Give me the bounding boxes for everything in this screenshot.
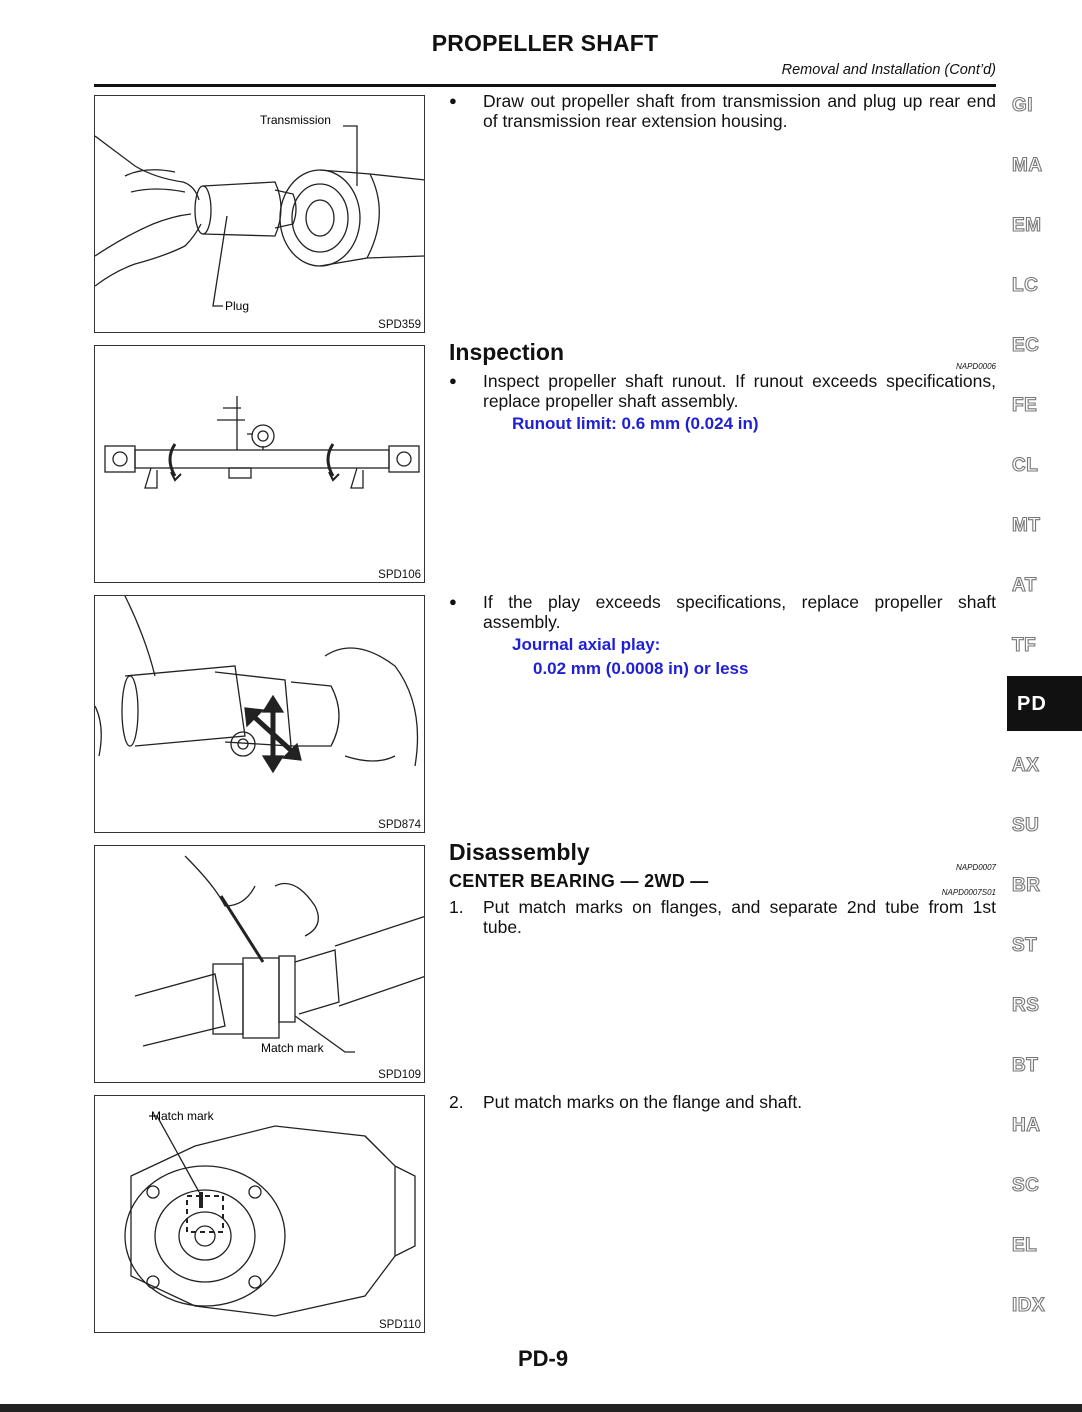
figure-spd110 (94, 1095, 425, 1333)
figure-spd109 (94, 845, 425, 1083)
label-match-mark: Match mark (261, 1041, 324, 1055)
tab-lc[interactable]: LC (1012, 275, 1039, 296)
journal-play-step-text: If the play exceeds specifications, replace propeller shaft assembly. (483, 592, 996, 632)
disassembly-step-1 (449, 897, 996, 937)
figure-id: SPD359 (378, 319, 421, 331)
bullet-mark: ● (449, 93, 457, 108)
figure-id: SPD106 (378, 569, 421, 581)
tab-ha[interactable]: HA (1012, 1115, 1041, 1136)
removal-step-text: Draw out propeller shaft from transmission and plug up rear end of transmission rear extension housing. (483, 91, 996, 131)
page-number: PD-9 (518, 1346, 569, 1371)
inspection-code: NAPD0006 (955, 362, 996, 371)
label-plug: Plug (225, 299, 250, 313)
transmission-plug-illustration (95, 96, 425, 333)
tab-bt[interactable]: BT (1012, 1055, 1039, 1076)
disassembly-step-2 (449, 1092, 996, 1112)
journal-play-spec-value: 0.02 mm (0.0008 in) or less (533, 659, 749, 678)
figure-spd359 (94, 95, 425, 333)
figure-id: SPD109 (378, 1069, 421, 1081)
label-match-mark: Match mark (151, 1109, 214, 1123)
flange-match-mark-illustration (95, 846, 425, 1083)
disassembly-heading: Disassembly (449, 839, 590, 865)
bullet-mark: ● (449, 594, 457, 609)
tab-pd-active[interactable]: PD (1007, 676, 1082, 731)
runout-step-text: Inspect propeller shaft runout. If runout exceeds specifications, replace propeller shaft assembly. (483, 371, 996, 411)
tab-ec[interactable]: EC (1012, 335, 1040, 356)
inspection-heading: Inspection (449, 339, 565, 365)
tab-em[interactable]: EM (1012, 215, 1042, 236)
tab-su[interactable]: SU (1012, 815, 1040, 836)
page-title: PROPELLER SHAFT (431, 30, 659, 56)
tab-fe[interactable]: FE (1012, 395, 1038, 416)
footer-rule (0, 1404, 1082, 1412)
disassembly-code: NAPD0007 (955, 863, 996, 872)
center-bearing-code: NAPD0007S01 (941, 888, 996, 897)
figure-id: SPD874 (378, 819, 421, 831)
journal-play-spec-label: Journal axial play: (512, 635, 661, 654)
tab-sc[interactable]: SC (1012, 1175, 1040, 1196)
figure-id: SPD110 (379, 1319, 421, 1331)
page-subtitle: Removal and Installation (Cont’d) (781, 62, 996, 78)
tab-gi[interactable]: GI (1012, 95, 1034, 116)
tab-at[interactable]: AT (1012, 575, 1037, 596)
figure-spd106 (94, 345, 425, 583)
tab-st[interactable]: ST (1012, 935, 1038, 956)
journal-play-illustration (95, 596, 425, 833)
removal-step (449, 91, 996, 131)
journal-play-step (449, 592, 996, 632)
tab-tf[interactable]: TF (1012, 635, 1037, 656)
center-bearing-heading: CENTER BEARING — 2WD — (449, 871, 709, 891)
label-transmission: Transmission (260, 113, 331, 127)
tab-br[interactable]: BR (1012, 875, 1041, 896)
tab-mt[interactable]: MT (1012, 515, 1041, 536)
runout-measurement-illustration (95, 346, 425, 583)
step-number: 1. (449, 897, 464, 917)
bullet-mark: ● (449, 373, 457, 388)
runout-limit-spec: Runout limit: 0.6 mm (0.024 in) (512, 414, 759, 433)
runout-step (449, 371, 996, 411)
figure-spd874 (94, 595, 425, 833)
header-rule (94, 84, 996, 87)
tab-cl[interactable]: CL (1012, 455, 1039, 476)
step-number: 2. (449, 1092, 464, 1112)
flange-shaft-match-mark-illustration (95, 1096, 425, 1333)
tab-el[interactable]: EL (1012, 1235, 1038, 1256)
tab-ma[interactable]: MA (1012, 155, 1043, 176)
tab-idx[interactable]: IDX (1012, 1295, 1046, 1316)
tab-rs[interactable]: RS (1012, 995, 1040, 1016)
tab-ax[interactable]: AX (1012, 755, 1040, 776)
step-text: Put match marks on flanges, and separate 2nd tube from 1st tube. (483, 897, 996, 937)
step-text: Put match marks on the flange and shaft. (483, 1092, 803, 1112)
